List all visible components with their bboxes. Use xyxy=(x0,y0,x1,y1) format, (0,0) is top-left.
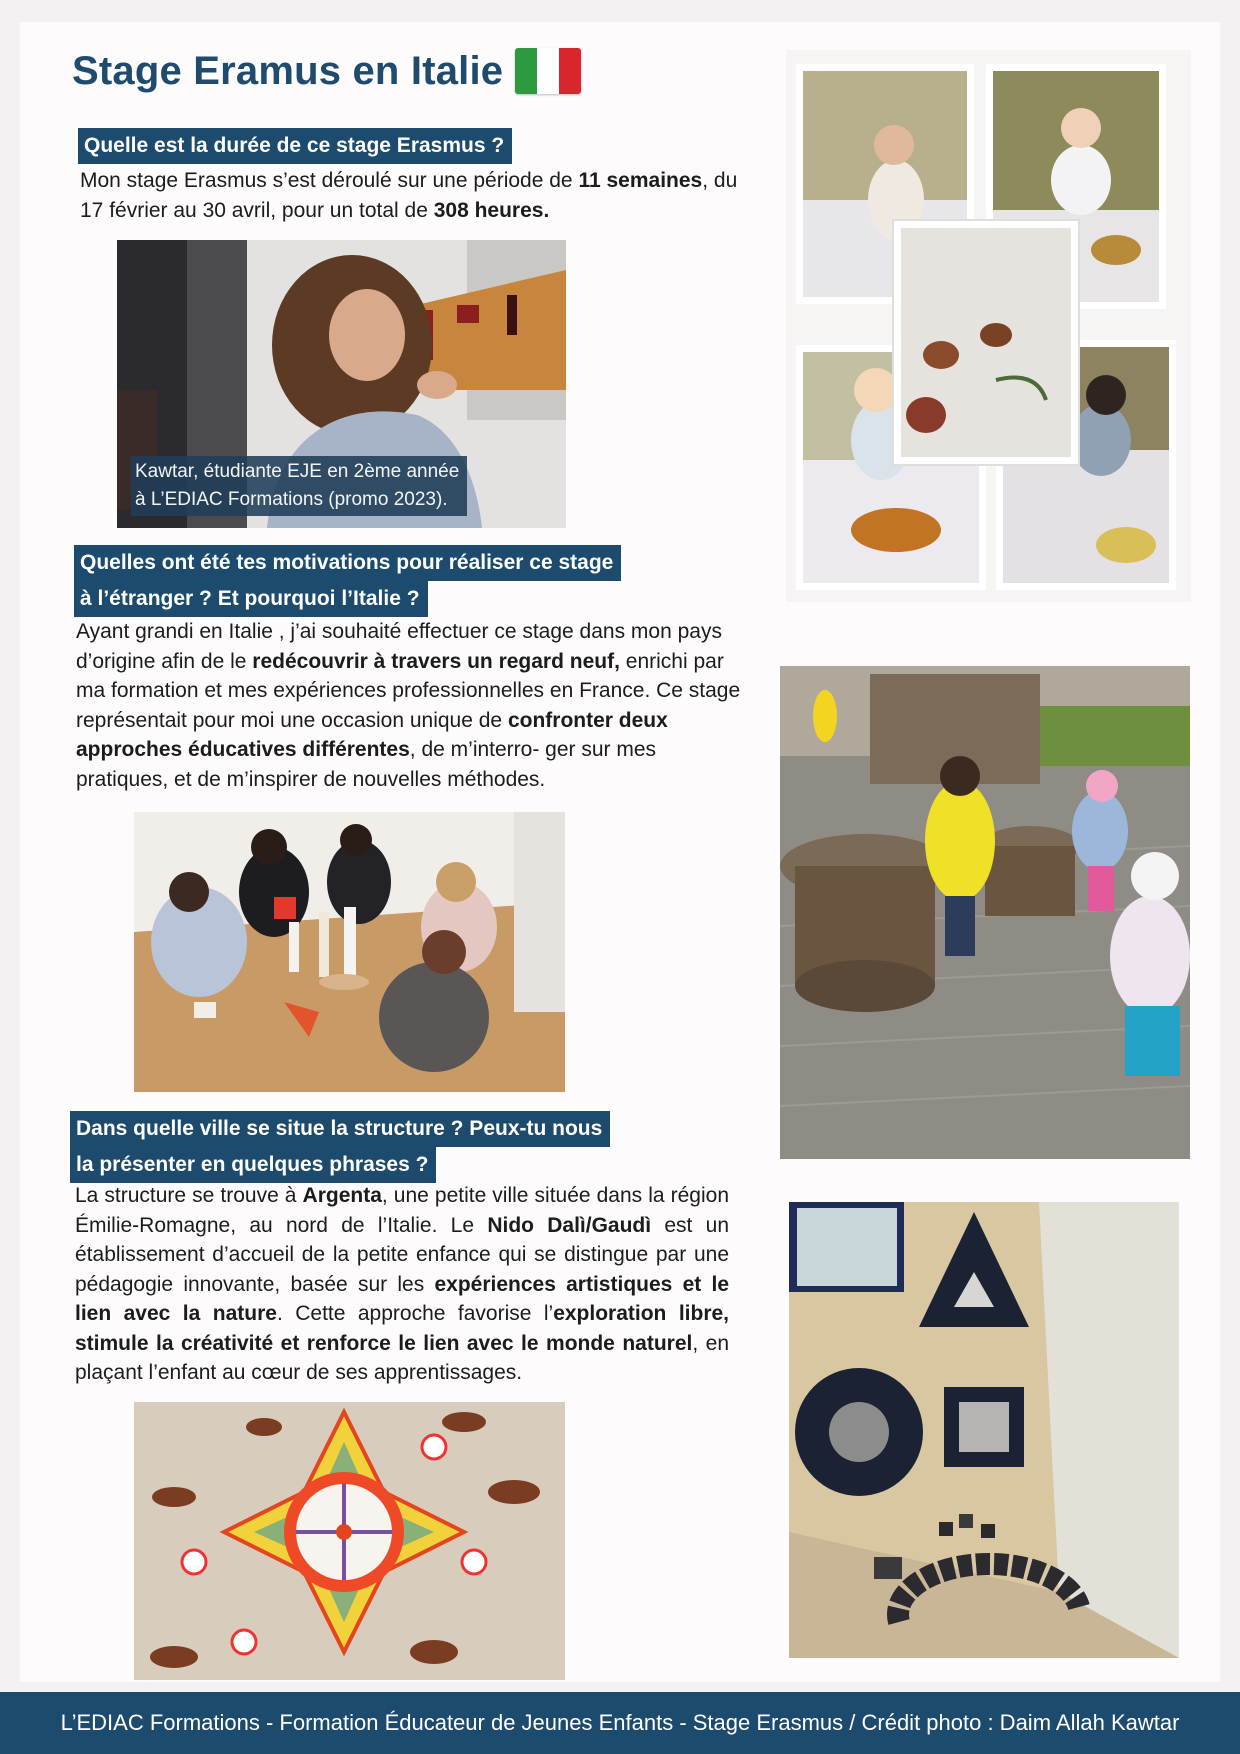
answer-structure-b3: expériences artistiques et le lien avec la nature xyxy=(75,1272,729,1325)
photo-group-floor-activity xyxy=(134,812,565,1092)
photo-collage-illustration xyxy=(786,50,1191,602)
question-structure-line1: Dans quelle ville se situe la structure ? Peux-tu nous xyxy=(70,1111,610,1147)
question-structure xyxy=(70,1111,610,1183)
answer-structure-t3: est un établissement d’accueil de la petite enfance qui se distingue par une pédagogie innovante, basée sur les xyxy=(75,1213,730,1296)
answer-structure-t5: , en plaçant l’enfant au cœur de ses apprentissages. xyxy=(75,1331,729,1384)
question-motivations xyxy=(74,545,621,617)
photo-play-area-illustration xyxy=(780,666,1190,1159)
italy-flag-icon xyxy=(515,48,581,94)
photo-room-illustration xyxy=(789,1202,1179,1658)
photo-floor-mandala-with-drums xyxy=(134,1402,565,1680)
answer-motivations-t1: Ayant grandi en Italie , j’ai souhaité effectuer ce stage dans mon pays d’origine afin de le xyxy=(76,620,722,673)
photo-caption-line2: à L’EDIAC Formations (promo 2023). xyxy=(135,489,448,510)
question-motivations-line2: à l’étranger ? Et pourquoi l’Italie ? xyxy=(74,581,428,617)
footer-bar xyxy=(0,1692,1240,1754)
photo-collage-outdoor-painting xyxy=(786,50,1191,602)
answer-structure-t2: , une petite ville située dans la région Émilie-Romagne, au nord de l’Italie. Le xyxy=(75,1184,729,1237)
question-duration-text: Quelle est la durée de ce stage Erasmus ? xyxy=(78,128,512,164)
photo-caption xyxy=(131,456,467,516)
answer-duration xyxy=(80,166,740,225)
answer-motivations-b1: redécouvrir à travers un regard neuf, xyxy=(252,649,620,673)
photo-room-corner-artwork xyxy=(789,1202,1179,1658)
question-motivations-line1: Quelles ont été tes motivations pour réaliser ce stage xyxy=(74,545,621,581)
answer-motivations-t2: enrichi par ma formation et mes expériences professionnelles en France. Ce stage représentait pour moi une occasion unique de xyxy=(76,649,741,732)
photo-student-with-cork-panel xyxy=(117,240,566,528)
answer-structure-b1: Argenta xyxy=(302,1184,382,1207)
answer-duration-text-a: Mon stage Erasmus s’est déroulé sur une période de xyxy=(80,169,579,192)
photo-mandala-illustration xyxy=(134,1402,565,1680)
photo-outdoor-play-area xyxy=(780,666,1190,1159)
answer-duration-bold-b: 308 heures. xyxy=(433,198,550,222)
question-duration xyxy=(78,128,512,164)
answer-structure-t4: . Cette approche favorise l’ xyxy=(276,1302,554,1325)
answer-structure-t1: La structure se trouve à xyxy=(75,1184,303,1207)
answer-motivations-b2: confronter deux approches éducatives différentes xyxy=(76,708,668,761)
page-title xyxy=(72,48,581,94)
answer-structure-b4: exploration libre, stimule la créativité et renforce le lien avec le monde naturel xyxy=(75,1302,730,1355)
answer-duration-text-b: , du 17 février au 30 avril, pour un total de xyxy=(80,169,738,222)
question-structure-line2: la présenter en quelques phrases ? xyxy=(70,1147,436,1183)
page-title-text: Stage Eramus en Italie xyxy=(72,48,504,93)
answer-duration-bold-a: 11 semaines xyxy=(578,169,703,192)
photo-group-illustration xyxy=(134,812,565,1092)
footer-text: L’EDIAC Formations - Formation Éducateur de Jeunes Enfants - Stage Erasmus / Crédit photo : Daim Allah Kawtar xyxy=(60,1710,1180,1735)
answer-motivations-t3: , de m’interro- ger sur mes pratiques, et de m’inspirer de nouvelles méthodes. xyxy=(76,738,657,791)
photo-caption-line1: Kawtar, étudiante EJE en 2ème année xyxy=(135,461,460,482)
answer-structure-b2: Nido Dalì/Gaudì xyxy=(487,1213,652,1237)
answer-motivations xyxy=(76,617,744,794)
answer-structure xyxy=(75,1181,729,1388)
